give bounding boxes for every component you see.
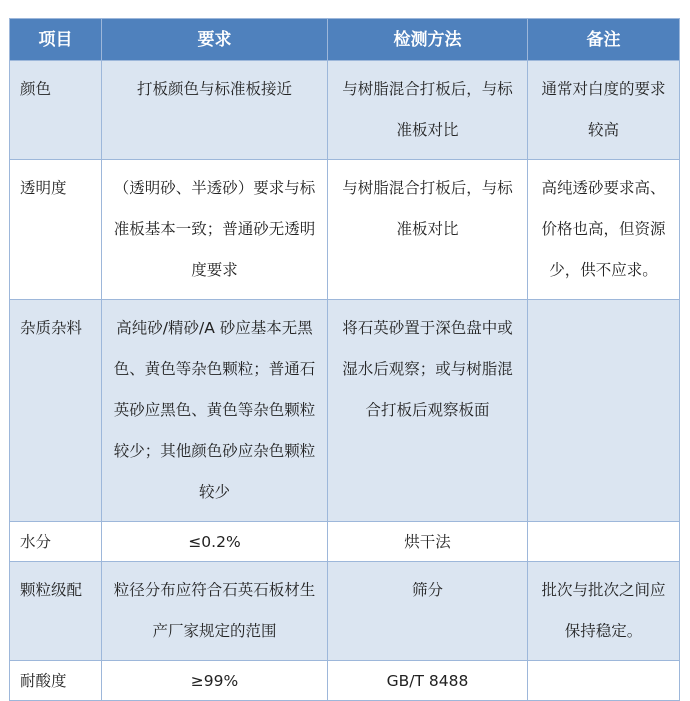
cell-remarks [528,300,680,522]
cell-item: 透明度 [10,160,102,300]
quartz-sand-requirements-table [9,18,680,701]
table-row [10,562,680,661]
cell-test-method: 烘干法 [328,522,528,562]
header-remarks: 备注 [528,19,680,61]
cell-item: 杂质杂料 [10,300,102,522]
header-requirement: 要求 [102,19,328,61]
cell-requirement: 粒径分布应符合石英石板材生产厂家规定的范围 [102,562,328,661]
cell-item: 颗粒级配 [10,562,102,661]
cell-requirement: 打板颜色与标准板接近 [102,61,328,160]
cell-remarks [528,661,680,701]
table-row [10,160,680,300]
cell-requirement: ≥99% [102,661,328,701]
cell-item: 水分 [10,522,102,562]
cell-test-method: 筛分 [328,562,528,661]
cell-remarks: 批次与批次之间应保持稳定。 [528,562,680,661]
cell-test-method: 将石英砂置于深色盘中或湿水后观察；或与树脂混合打板后观察板面 [328,300,528,522]
cell-remarks: 通常对白度的要求较高 [528,61,680,160]
cell-requirement: ≤0.2% [102,522,328,562]
cell-test-method: GB/T 8488 [328,661,528,701]
cell-remarks: 高纯透砂要求高、价格也高，但资源少，供不应求。 [528,160,680,300]
cell-requirement: 高纯砂/精砂/A 砂应基本无黑色、黄色等杂色颗粒；普通石英砂应黑色、黄色等杂色颗粒较少；其他颜色砂应杂色颗粒较少 [102,300,328,522]
cell-requirement: （透明砂、半透砂）要求与标准板基本一致；普通砂无透明度要求 [102,160,328,300]
table-row [10,61,680,160]
cell-remarks [528,522,680,562]
cell-item: 耐酸度 [10,661,102,701]
table-row [10,300,680,522]
header-test-method: 检测方法 [328,19,528,61]
table-row [10,661,680,701]
table-header-row [10,19,680,61]
cell-item: 颜色 [10,61,102,160]
cell-test-method: 与树脂混合打板后，与标准板对比 [328,160,528,300]
header-item: 项目 [10,19,102,61]
table-row [10,522,680,562]
cell-test-method: 与树脂混合打板后，与标准板对比 [328,61,528,160]
